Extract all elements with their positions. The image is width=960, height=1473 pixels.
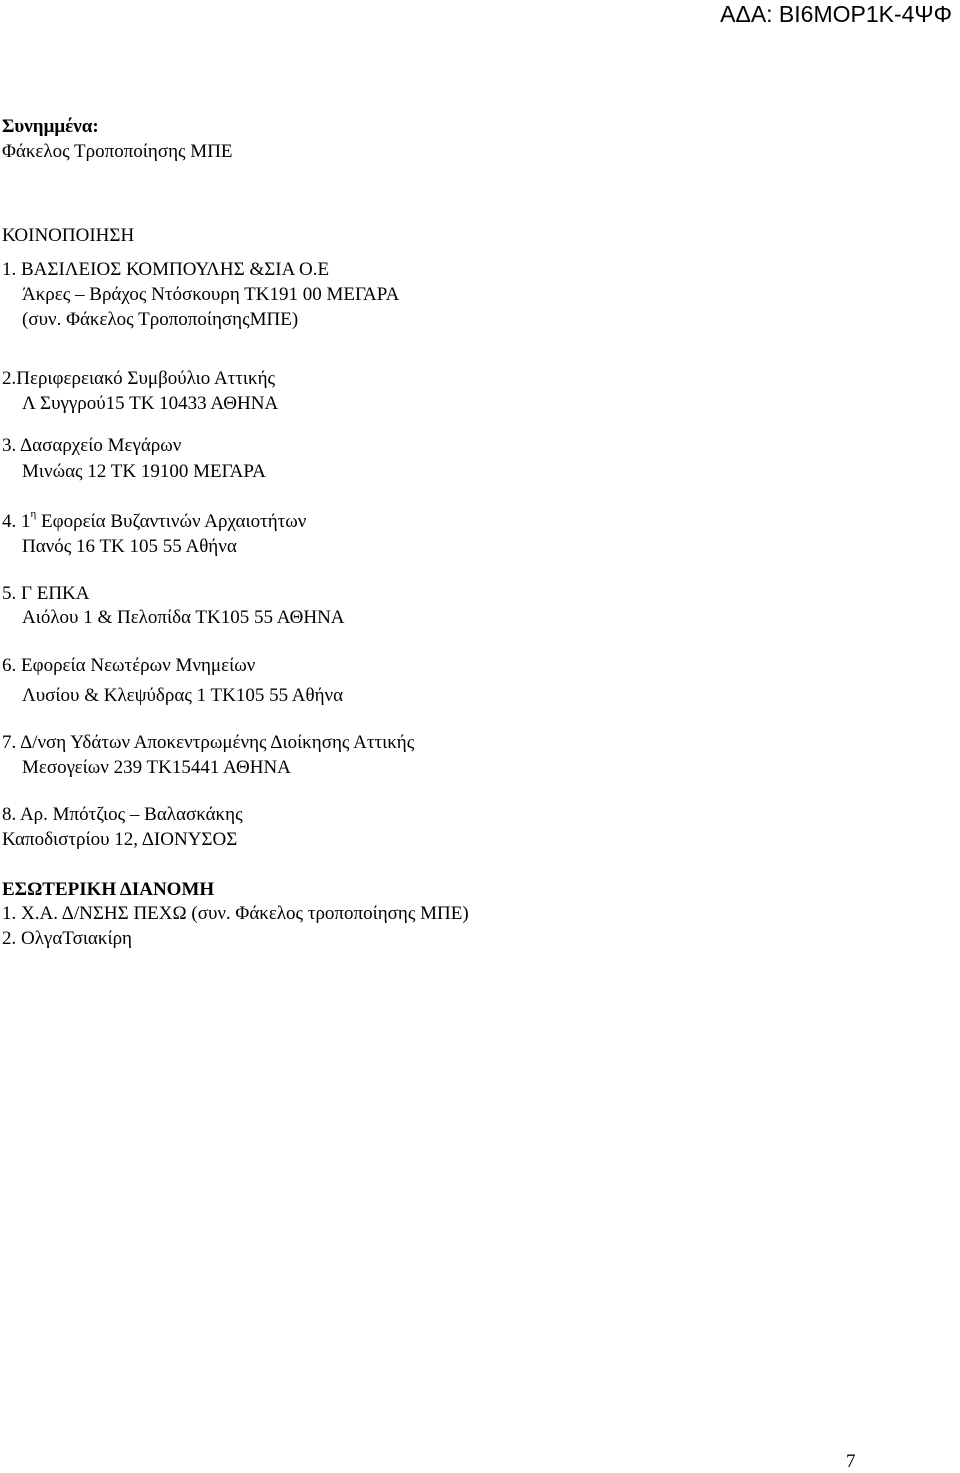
attachments-item: Φάκελος Τροποποίησης ΜΠΕ [2,141,233,162]
recipient-6-name: 6. Εφορεία Νεωτέρων Μνημείων [2,655,256,676]
recipient-2-name: 2.Περιφερειακό Συμβούλιο Αττικής [2,368,276,389]
recipient-5-name: 5. Γ ΕΠΚΑ [2,583,90,604]
recipient-4-prefix: 4. 1 [2,511,31,532]
ada-code: ΑΔΑ: ΒΙ6ΜΟΡ1Κ-4ΨΦ [720,1,952,27]
recipient-1-note: (συν. Φάκελος ΤροποποίησηςΜΠΕ) [22,309,299,330]
recipient-2-address: Λ Συγγρού15 ΤΚ 10433 ΑΘΗΝΑ [22,393,279,414]
recipient-3-name: 3. Δασαρχείο Μεγάρων [2,435,182,456]
recipient-4-superscript: η [30,507,37,520]
recipient-1-address: Άκρες – Βράχος Ντόσκουρη ΤΚ191 00 ΜΕΓΑΡΑ [22,284,400,305]
recipient-8-address: Καποδιστρίου 12, ΔΙΟΝΥΣΟΣ [2,829,238,850]
recipient-4-address: Πανός 16 ΤΚ 105 55 Αθήνα [22,536,237,557]
recipient-5-address: Αιόλου 1 & Πελοπίδα ΤΚ105 55 ΑΘΗΝΑ [22,607,345,628]
notification-heading: ΚΟΙΝΟΠΟΙΗΣΗ [2,225,135,246]
recipient-1-name: 1. ΒΑΣΙΛΕΙΟΣ ΚΟΜΠΟΥΛΗΣ &ΣΙΑ Ο.Ε [2,259,330,280]
recipient-8-name: 8. Αρ. Μπότζιος – Βαλασκάκης [2,804,243,825]
attachments-heading: Συνημμένα: [2,116,99,137]
internal-item-2: 2. ΟλγαΤσιακίρη [2,928,132,949]
recipient-4-name [2,507,307,533]
recipient-7-name: 7. Δ/νση Υδάτων Αποκεντρωμένης Διοίκησης Αττικής [2,732,415,753]
recipient-3-address: Μινώας 12 ΤΚ 19100 ΜΕΓΑΡΑ [22,461,266,482]
recipient-7-address: Μεσογείων 239 ΤΚ15441 ΑΘΗΝΑ [22,757,291,778]
internal-heading: ΕΣΩΤΕΡΙΚΗ ΔΙΑΝΟΜΗ [2,879,215,900]
internal-item-1: 1. Χ.Α. Δ/ΝΣΗΣ ΠΕΧΩ (συν. Φάκελος τροποποίησης ΜΠΕ) [2,903,469,924]
page-number: 7 [846,1451,856,1472]
recipient-6-address: Λυσίου & Κλεψύδρας 1 ΤΚ105 55 Αθήνα [22,685,344,706]
recipient-4-name-rest: Εφορεία Βυζαντινών Αρχαιοτήτων [36,511,307,532]
